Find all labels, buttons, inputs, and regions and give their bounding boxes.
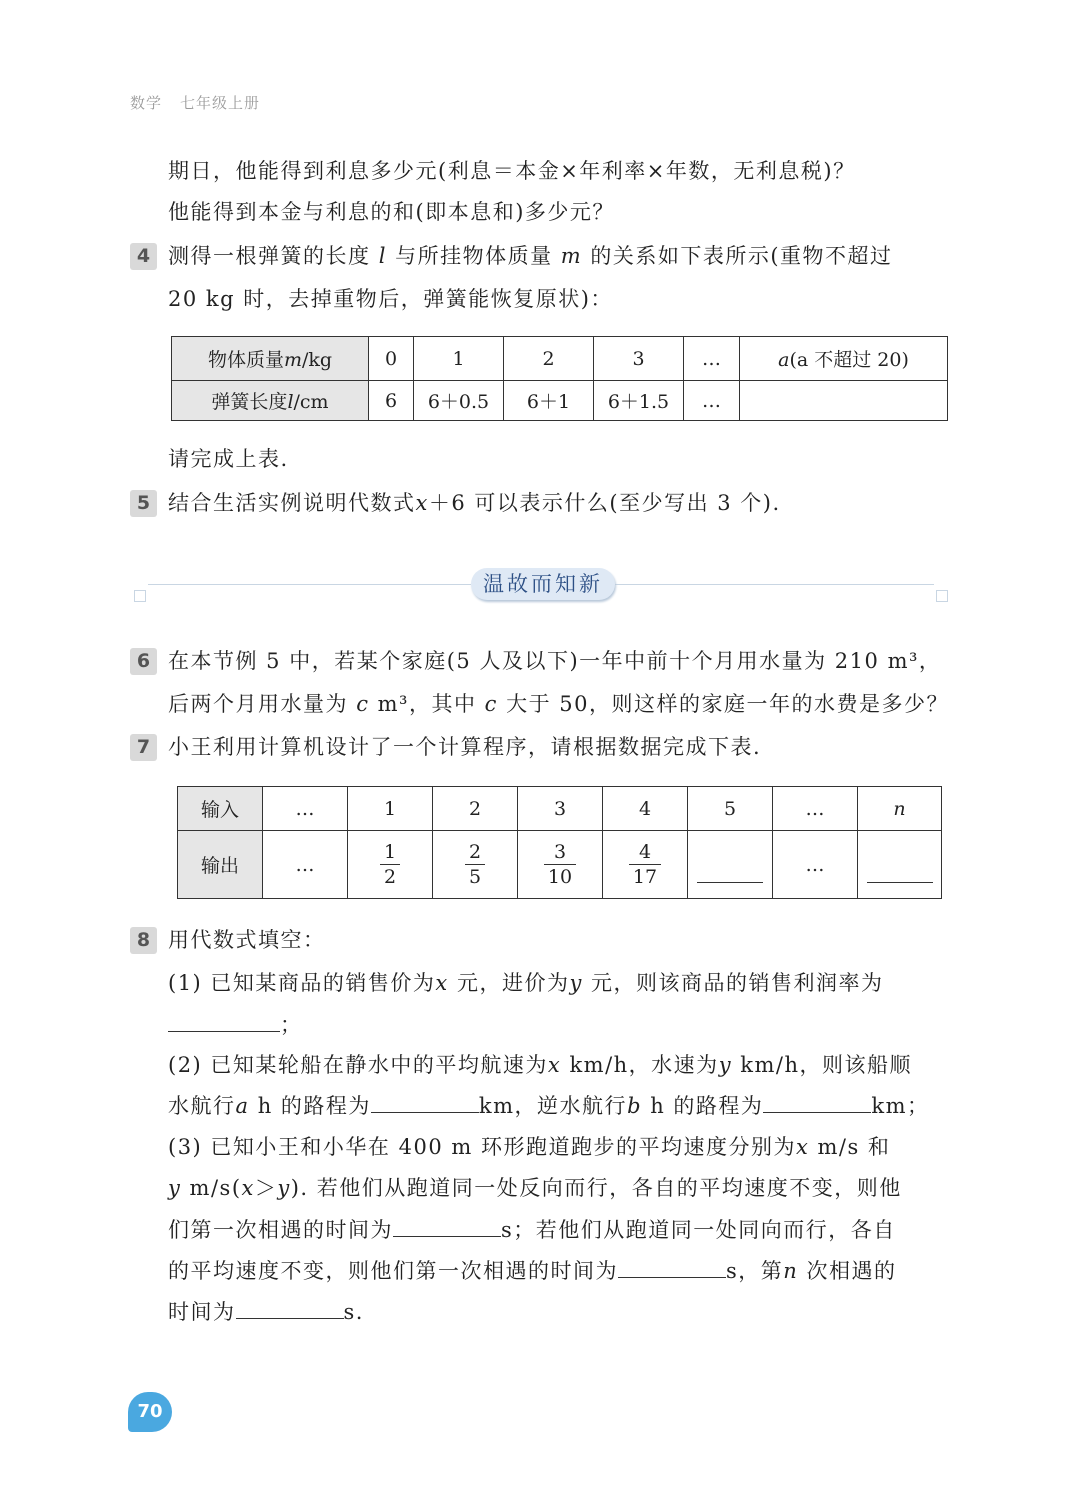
input-cell-n: n xyxy=(858,787,942,831)
mass-cell: 0 xyxy=(369,337,414,381)
question-4-line-1: 测得一根弹簧的长度 l 与所挂物体质量 m 的关系如下表所示(重物不超过 xyxy=(168,244,893,268)
q8-part2-line1: (2) 已知某轮船在静水中的平均航速为x km/h，水速为y km/h，则该船顺 xyxy=(168,1053,912,1077)
question-5-text: 结合生活实例说明代数式x＋6 可以表示什么(至少写出 3 个). xyxy=(168,491,781,515)
header-subject: 数学 xyxy=(130,94,163,112)
table-row xyxy=(178,831,942,899)
q8-part3-line1: (3) 已知小王和小华在 400 m 环形跑道跑步的平均速度分别为x m/s 和 xyxy=(168,1135,891,1159)
output-cell: $\frac{2}{5}$ xyxy=(433,831,518,899)
q8-part3-line4: 的平均速度不变，则他们第一次相遇的时间为 s，第n 次相遇的 xyxy=(168,1259,897,1283)
mass-cell: 1 xyxy=(414,337,504,381)
question-8-badge: 8 xyxy=(130,927,157,954)
output-label: 输出 xyxy=(178,831,263,899)
mass-cell: 3 xyxy=(594,337,684,381)
question-4-after: 请完成上表. xyxy=(168,447,289,471)
length-cell-blank[interactable] xyxy=(740,381,948,421)
q8-part3-line2: y m/s(x＞y). 若他们从跑道同一处反向而行，各自的平均速度不变，则他 xyxy=(168,1176,902,1200)
section-rule-right xyxy=(615,584,934,585)
program-table xyxy=(177,786,942,899)
question-6-line-1: 在本节例 5 中，若某个家庭(5 人及以下)一年中前十个月用水量为 210 m³， xyxy=(168,649,942,673)
page-header xyxy=(130,92,260,113)
input-cell: 1 xyxy=(348,787,433,831)
mass-cell-a: a(a 不超过 20) xyxy=(740,337,948,381)
mass-cell: … xyxy=(684,337,740,381)
section-title: 温故而知新 xyxy=(471,568,615,600)
output-cell: $\frac{4}{17}$ xyxy=(603,831,688,899)
intro-line-2: 他能得到本金与利息的和(即本息和)多少元？ xyxy=(168,200,615,224)
question-4-line-2: 20 kg 时，去掉重物后，弹簧能恢复原状)： xyxy=(168,287,613,311)
section-rule-left xyxy=(148,584,471,585)
q8-part3-line5: 时间为 s. xyxy=(168,1300,364,1324)
length-cell: … xyxy=(684,381,740,421)
output-cell: $\frac{3}{10}$ xyxy=(518,831,603,899)
table-row xyxy=(172,381,948,421)
page-number-badge: 70 xyxy=(128,1392,172,1432)
length-cell: 6＋0.5 xyxy=(414,381,504,421)
question-5-badge: 5 xyxy=(130,490,157,517)
question-6-badge: 6 xyxy=(130,648,157,675)
q8-part2-line2: 水航行a h 的路程为 km，逆水航行b h 的路程为 km； xyxy=(168,1094,930,1118)
answer-blank[interactable] xyxy=(168,1031,280,1032)
answer-blank[interactable] xyxy=(371,1112,479,1113)
question-7-text: 小王利用计算机设计了一个计算程序，请根据数据完成下表. xyxy=(168,735,762,759)
q8-part1-line1: (1) 已知某商品的销售价为x 元，进价为y 元，则该商品的销售利润率为 xyxy=(168,971,884,995)
input-cell: … xyxy=(263,787,348,831)
answer-blank[interactable] xyxy=(393,1236,501,1237)
output-cell-blank[interactable] xyxy=(688,831,773,899)
input-label: 输入 xyxy=(178,787,263,831)
input-cell: 3 xyxy=(518,787,603,831)
spring-table xyxy=(171,336,948,421)
output-cell: $\frac{1}{2}$ xyxy=(348,831,433,899)
question-8-title: 用代数式填空： xyxy=(168,928,326,952)
q8-part1-line2: ； xyxy=(168,1010,303,1040)
header-grade: 七年级上册 xyxy=(180,94,261,112)
corner-ornament-left xyxy=(134,590,146,602)
length-cell: 6＋1.5 xyxy=(594,381,684,421)
q8-part3-line3: 们第一次相遇的时间为 s；若他们从跑道同一处同向而行，各自 xyxy=(168,1218,896,1242)
mass-label: 物体质量m/kg xyxy=(172,337,369,381)
output-cell-blank[interactable] xyxy=(858,831,942,899)
input-cell: 2 xyxy=(433,787,518,831)
length-cell: 6＋1 xyxy=(504,381,594,421)
question-4-badge: 4 xyxy=(130,243,157,270)
question-6-line-2: 后两个月用水量为 c m³，其中 c 大于 50，则这样的家庭一年的水费是多少？ xyxy=(168,692,949,716)
length-label: 弹簧长度l/cm xyxy=(172,381,369,421)
answer-blank[interactable] xyxy=(236,1318,344,1319)
table-row xyxy=(172,337,948,381)
table-row xyxy=(178,787,942,831)
input-cell: … xyxy=(773,787,858,831)
mass-cell: 2 xyxy=(504,337,594,381)
output-cell: … xyxy=(773,831,858,899)
input-cell: 4 xyxy=(603,787,688,831)
output-cell: … xyxy=(263,831,348,899)
question-7-badge: 7 xyxy=(130,734,157,761)
corner-ornament-right xyxy=(936,590,948,602)
length-cell: 6 xyxy=(369,381,414,421)
input-cell: 5 xyxy=(688,787,773,831)
intro-line-1: 期日，他能得到利息多少元(利息＝本金×年利率×年数，无利息税)？ xyxy=(168,159,856,183)
answer-blank[interactable] xyxy=(763,1112,871,1113)
answer-blank[interactable] xyxy=(618,1277,726,1278)
